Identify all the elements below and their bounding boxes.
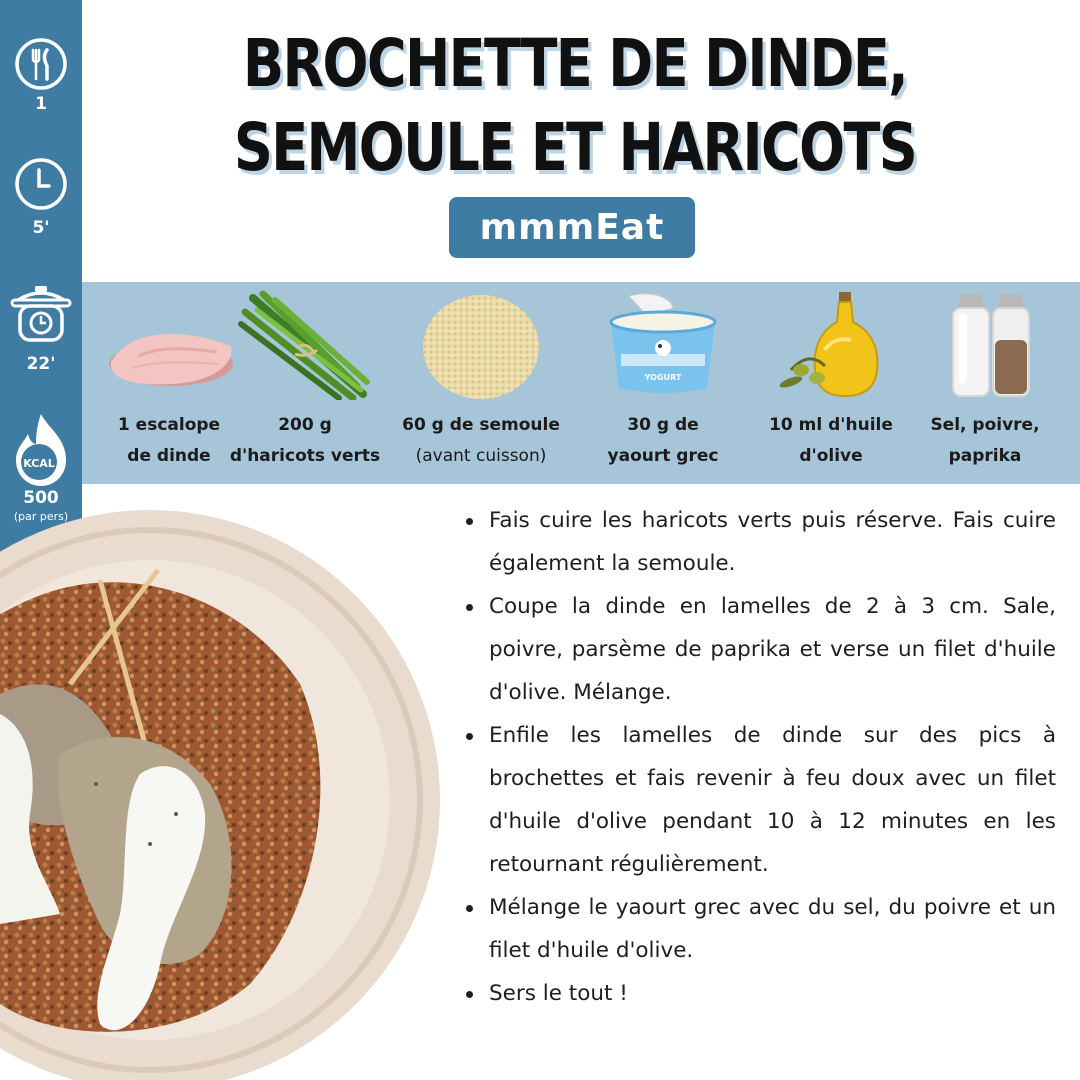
olive-oil-image [761,290,901,400]
recipe-step [466,714,1056,886]
ingredient-semolina [398,282,564,484]
step-text: Enfile les lamelles de dinde sur des pics à brochettes et fais revenir à feu doux avec un filet d'huile d'olive pendant 10 à 12 minutes en les retournant régulièrement. [489,723,1056,877]
ingredient-name: paprika [948,446,1022,466]
step-text: Mélange le yaourt grec avec du sel, du poivre et un filet d'huile d'olive. [489,895,1056,963]
ingredient-name: d'haricots verts [229,446,381,466]
ingredient-qty: Sel, poivre, [930,415,1040,435]
green-beans-image [235,290,375,400]
ingredient-label [748,410,914,472]
ingredient-qty: 200 g [278,415,332,435]
bullet-icon [466,733,473,740]
bullet-icon [466,518,473,525]
ingredients-band [82,282,1080,484]
ingredient-label [902,410,1068,472]
calories-note: (par pers) [13,510,69,523]
recipe-step [466,585,1056,714]
yogurt-pot-label: YOGURT [644,373,682,382]
recipe-steps [466,499,1056,1015]
bullet-icon [466,905,473,912]
ingredient-qty: 60 g de semoule [402,415,560,435]
semolina-image [411,290,551,400]
ingredient-label [580,410,746,472]
recipe-step [466,972,1056,1015]
recipe-step [466,499,1056,585]
cutlery-icon [13,36,69,92]
ingredient-yogurt [580,282,746,484]
ingredient-olive-oil [748,282,914,484]
pressure-cooker-icon [8,282,74,348]
ingredient-qty: 30 g de [627,415,699,435]
ingredient-name: de dinde [127,446,211,466]
calories-value: 500 [23,488,59,508]
recipe-step [466,886,1056,972]
ingredient-green-beans [222,282,388,484]
bullet-icon [466,604,473,611]
portions-block [0,36,82,114]
step-text: Sers le tout ! [489,981,628,1006]
cook-time-value: 22' [26,354,56,374]
dish-illustration [0,484,440,1080]
ingredient-name: d'olive [799,446,863,466]
kcal-badge-text: KCAL [23,457,55,470]
ingredient-label [398,410,564,472]
yogurt-image [593,290,733,400]
flame-kcal-icon [8,412,74,488]
dish-photo [0,484,440,1080]
cook-time-block [0,282,82,374]
ingredient-name: yaourt grec [607,446,719,466]
turkey-escalope-image [99,290,239,400]
ingredient-qty: 1 escalope [117,415,221,435]
portions-value: 1 [35,94,47,114]
prep-time-block [0,156,82,238]
salt-pepper-image [915,290,1055,400]
clock-icon [13,156,69,212]
ingredient-qty: 10 ml d'huile [769,415,893,435]
ingredient-seasoning [902,282,1068,484]
prep-time-value: 5' [32,218,50,238]
brand-logo: mmmEat [449,197,695,258]
step-text: Fais cuire les haricots verts puis réserve. Fais cuire également la semoule. [489,508,1056,576]
ingredient-label [222,410,388,472]
step-text: Coupe la dinde en lamelles de 2 à 3 cm. Sale, poivre, parsème de paprika et verse un filet d'huile d'olive. Mélange. [489,594,1056,705]
ingredient-name: (avant cuisson) [415,446,547,466]
bullet-icon [466,991,473,998]
recipe-title: BROCHETTE DE DINDE, SEMOULE ET HARICOTS [233,25,917,186]
